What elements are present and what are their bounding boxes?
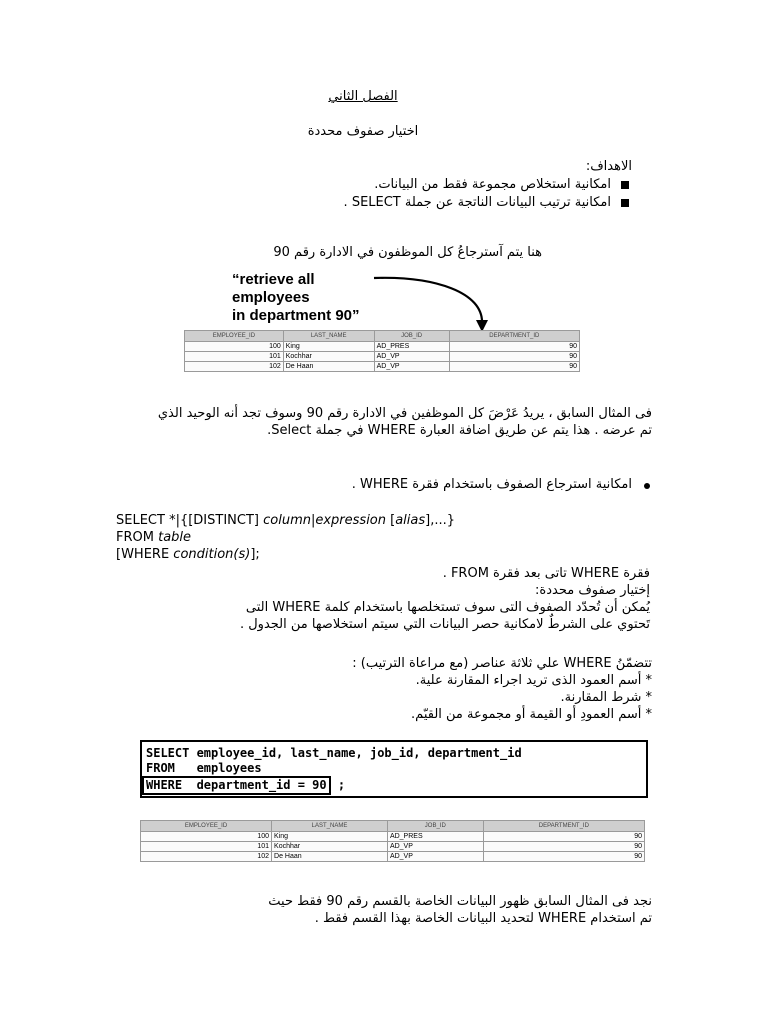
table-row [141,842,645,852]
table-cell: AD_PRES [387,832,483,842]
objective-item [240,194,633,212]
table-cell: 90 [449,342,579,352]
objective-item [240,176,633,194]
paragraph-explanation: فى المثال السابق ، يريدُ عَرْضَ كل الموظفين في الادارة رقم 90 وسوف تجد أنه الوحيد الذي تم عرضه . هذا يتم عن طريق اضافة العبارة WHERE في جملة Select. [157,406,652,438]
syntax-placeholder: table [158,530,192,545]
paragraph-where-clause [150,565,650,633]
section-title: اختيار صفوف محددة [307,124,419,139]
syntax-text: ]; [250,547,260,562]
text-line: فقرة WHERE تاتى بعد فقرة FROM . [442,566,650,581]
chapter-heading: الفصل الثاني [328,89,398,104]
code-line [146,776,642,795]
square-bullet-icon [621,199,629,207]
table-cell: AD_VP [387,842,483,852]
syntax-text: [ [386,513,396,528]
syntax-block [116,512,516,563]
column-header: EMPLOYEE_ID [185,331,284,342]
round-bullet-icon [644,483,650,489]
text-line: تتضمّنُ WHERE علي ثلاثة عناصر (مع مراعاة الترتيب) : [352,656,652,671]
employees-table-small [184,330,580,372]
column-header: LAST_NAME [283,331,374,342]
table-cell: King [272,832,388,842]
syntax-line [116,512,516,529]
text-line: * شرط المقارنة. [560,690,652,705]
syntax-keyword: SELECT *|{[DISTINCT] [116,513,264,528]
text-line: * أسم العمودِ أو القيمة أو مجموعة من القيّم. [411,707,652,722]
table-cell: 100 [185,342,284,352]
table-cell: De Haan [272,852,388,862]
text-line: نجد فى المثال السابق ظهور البيانات الخاصة بالقسم رقم 90 فقط حيث [268,894,652,909]
syntax-placeholder: alias [395,513,426,528]
square-bullet-icon [621,181,629,189]
syntax-placeholder: column|expression [263,513,386,528]
table-cell: 102 [141,852,272,862]
objective-text: امكانية ترتيب البيانات الناتجة عن جملة SELECT . [343,195,611,210]
column-header: LAST_NAME [272,821,388,832]
table-cell: AD_PRES [374,342,449,352]
bullet-text: امكانية استرجاع الصفوف باستخدام فقرة WHERE . [351,477,632,492]
table-row [141,852,645,862]
table-cell: King [283,342,374,352]
column-header: DEPARTMENT_ID [483,821,644,832]
code-line: FROM employees [146,761,262,775]
syntax-text: ],...} [425,513,456,528]
column-header: DEPARTMENT_ID [449,331,579,342]
objectives-heading: الاهداف: [585,159,632,174]
curved-arrow-icon [184,264,580,334]
bullet-where [260,477,654,492]
code-tail: ; [330,778,346,792]
table-cell: 102 [185,362,284,372]
text-line: تم استخدام WHERE لتحديد البيانات الخاصة بهذا القسم فقط . [314,911,652,926]
paragraph-where-elements [200,655,652,723]
objectives-list [240,176,633,212]
syntax-line [116,546,516,563]
table-cell: AD_VP [374,352,449,362]
table-cell: AD_VP [374,362,449,372]
text-line: تَحتوي على الشرطٌ لامكانية حصر البيانات التي سيتم استخلاصها من الجدول . [239,617,650,632]
table-cell: Kochhar [283,352,374,362]
text-line: إختيار صفوف محددة: [535,583,650,598]
table-cell: AD_VP [387,852,483,862]
paragraph-conclusion [200,893,652,927]
table-cell: Kochhar [272,842,388,852]
table-cell: 90 [483,842,644,852]
syntax-keyword: FROM [116,530,159,545]
table-cell: 90 [449,362,579,372]
figure-retrieve [184,264,580,382]
table-row [141,832,645,842]
figure-caption: هنا يتم آسترجاعُ كل الموظفون في الادارة رقم 90 [273,245,542,260]
column-header: EMPLOYEE_ID [141,821,272,832]
table-cell: 101 [141,842,272,852]
code-line: SELECT employee_id, last_name, job_id, department_id [146,746,522,760]
table-cell: 90 [449,352,579,362]
table-cell: De Haan [283,362,374,372]
objective-text: امكانية استخلاص مجموعة فقط من البيانات. [374,177,611,192]
callout-text: “retrieve all employees in department 90” [232,271,360,324]
table-row [185,342,580,352]
table-row [185,352,580,362]
syntax-keyword: [WHERE [116,547,174,562]
syntax-placeholder: condition(s) [173,547,251,562]
table-cell: 90 [483,852,644,862]
text-line: * أسم العمود الذى تريد اجراء المقارنة علية. [415,673,652,688]
column-header: JOB_ID [387,821,483,832]
column-header: JOB_ID [374,331,449,342]
table-cell: 100 [141,832,272,842]
where-highlight-box: WHERE department_id = 90 [142,776,331,795]
syntax-line [116,529,516,546]
table-row [185,362,580,372]
table-cell: 101 [185,352,284,362]
employees-table-result [140,820,645,862]
table-cell: 90 [483,832,644,842]
text-line: يُمكن أن تُحدّد الصفوف التى سوف تستخلصها باستخدام كلمة WHERE التى [245,600,650,615]
sql-code-box [140,740,648,798]
